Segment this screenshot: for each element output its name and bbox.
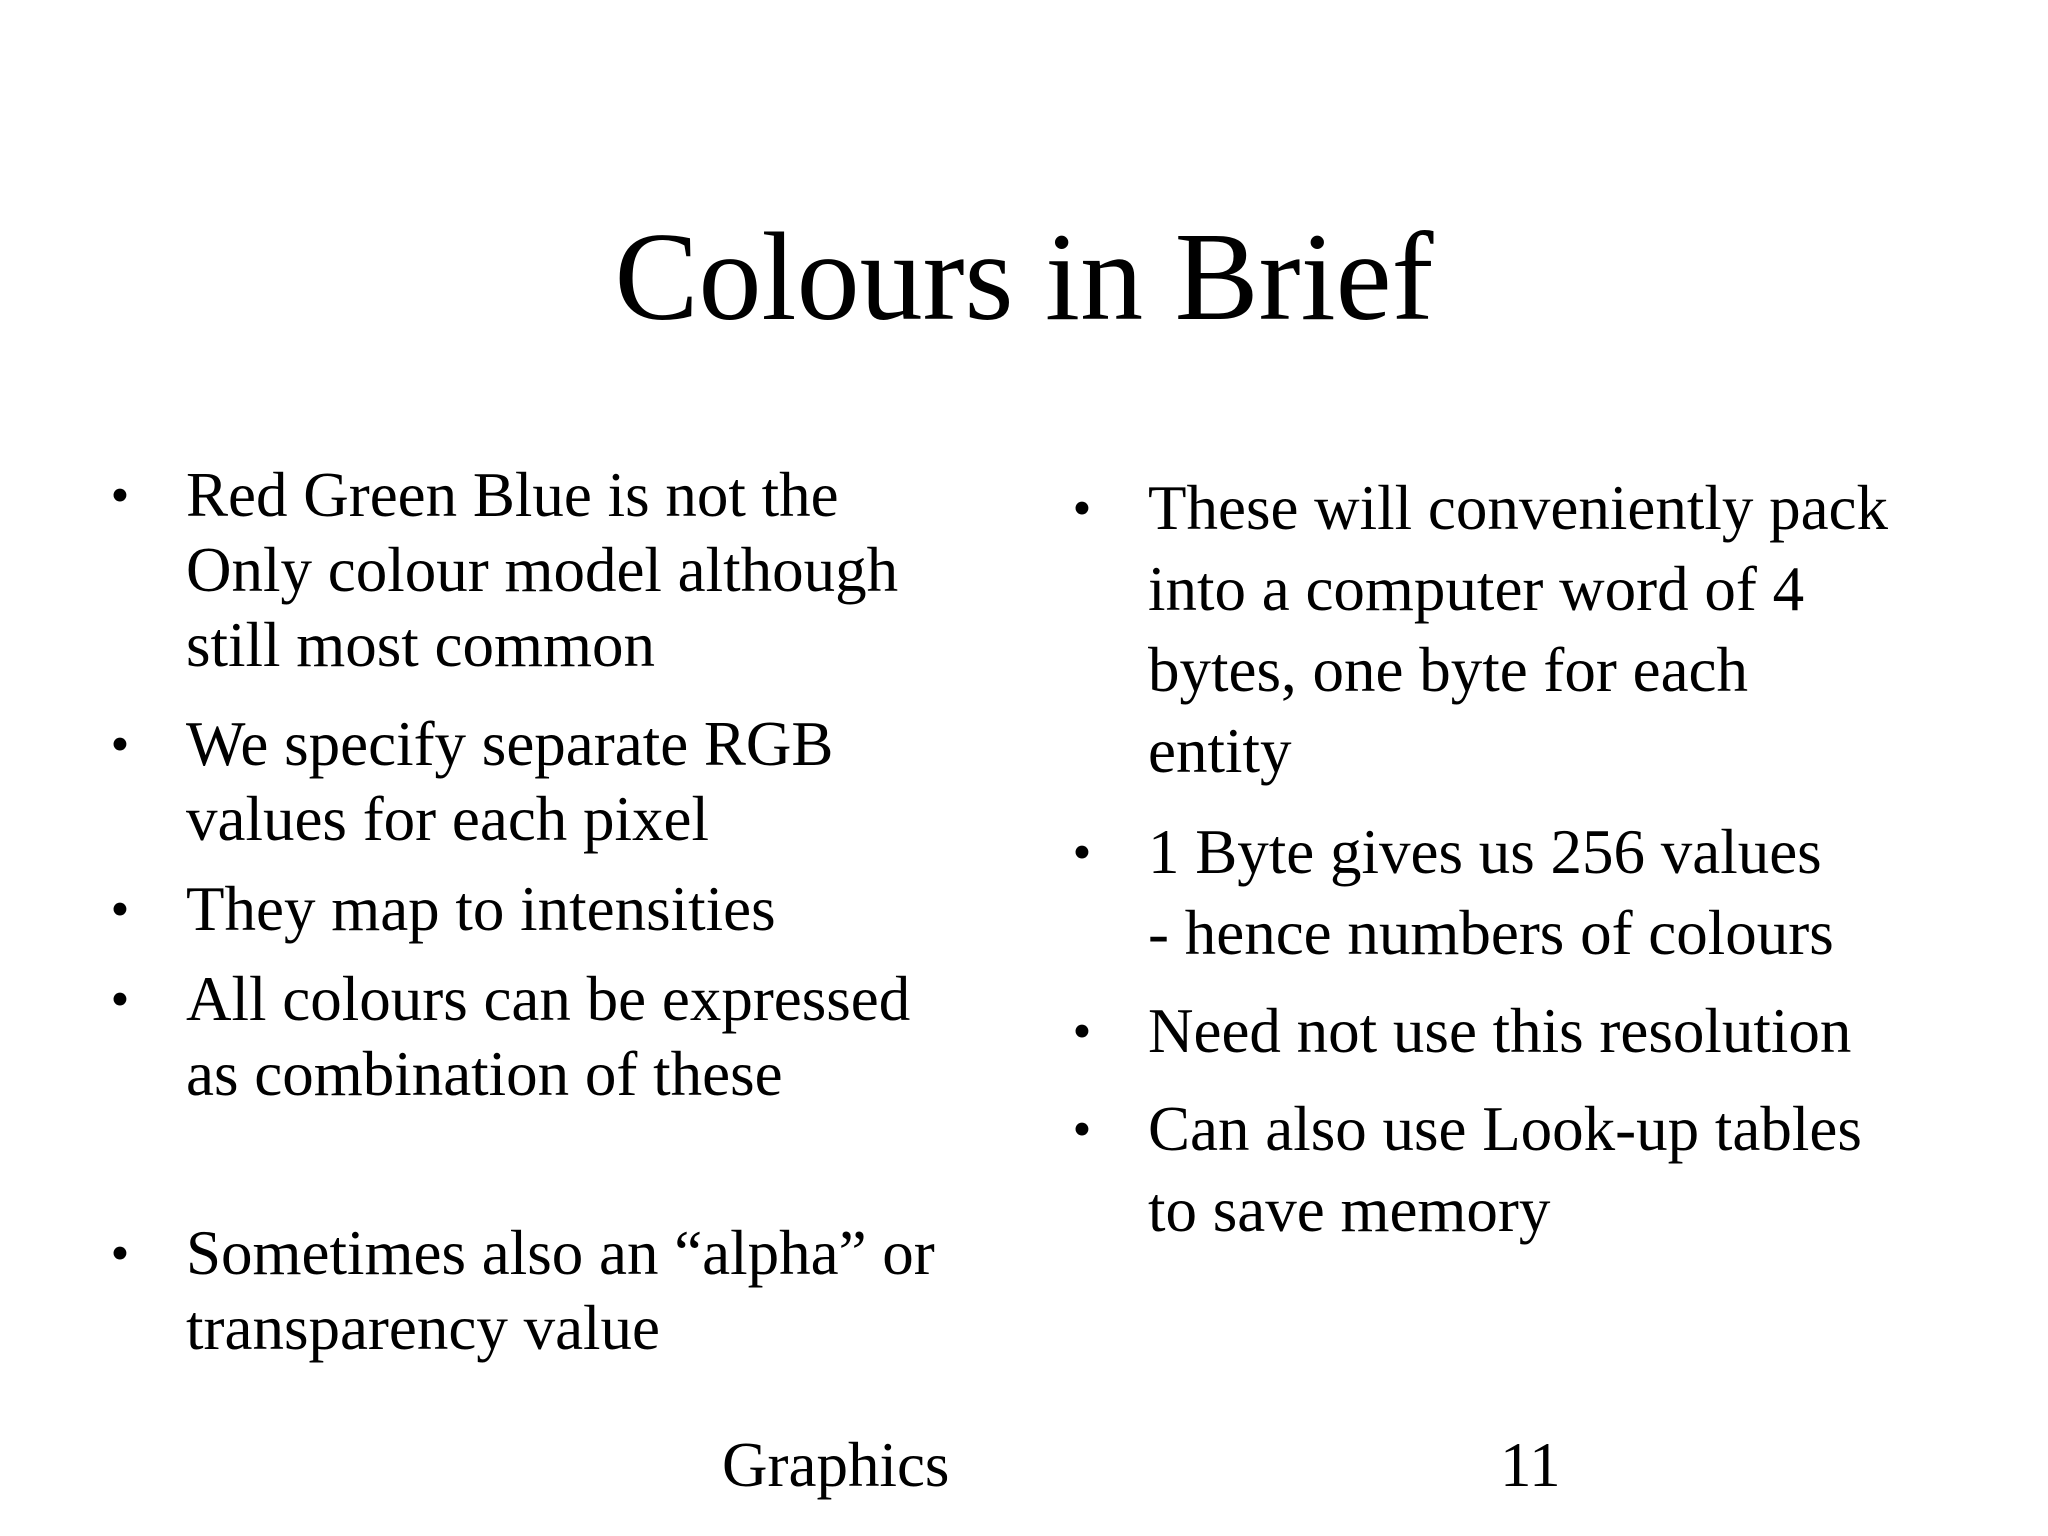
bullet-icon: • — [1072, 1001, 1092, 1061]
list-item — [100, 458, 1020, 683]
right-bullet-list — [1062, 468, 2002, 1251]
slide-title: Colours in Brief — [614, 208, 1434, 347]
bullet-icon: • — [1072, 822, 1092, 882]
bullet-text: 1 Byte gives us 256 values - hence numbers of colours — [1148, 817, 1834, 968]
bullet-icon: • — [110, 714, 130, 774]
bullet-text: Need not use this resolution — [1148, 996, 1852, 1066]
bullet-icon: • — [1072, 1099, 1092, 1159]
left-bullet-list — [100, 458, 1020, 1366]
list-item — [1062, 991, 2002, 1072]
bullet-icon: • — [1072, 478, 1092, 538]
bullet-text: All colours can be expressed as combination of these — [186, 964, 911, 1109]
bullet-text: We specify separate RGB values for each pixel — [186, 709, 834, 854]
bullet-text: Sometimes also an “alpha” or transparency value — [186, 1218, 935, 1363]
page-number: 11 — [1500, 1430, 1561, 1500]
list-item — [100, 707, 1020, 857]
bullet-icon: • — [110, 465, 130, 525]
bullet-icon: • — [110, 879, 130, 939]
list-item — [1062, 1089, 2002, 1251]
list-item — [100, 872, 1020, 947]
bullet-icon: • — [110, 1223, 130, 1283]
bullet-text: These will conveniently pack into a computer word of 4 bytes, one byte for each entity — [1148, 473, 1889, 786]
bullet-text: Can also use Look-up tables to save memory — [1148, 1094, 1862, 1245]
list-item — [100, 962, 1020, 1112]
footer-text: Graphics — [722, 1430, 950, 1500]
list-item — [1062, 468, 2002, 792]
list-item — [1062, 812, 2002, 974]
bullet-icon: • — [110, 969, 130, 1029]
list-item — [100, 1216, 1020, 1366]
bullet-text: Red Green Blue is not the Only colour model although still most common — [186, 460, 899, 680]
bullet-text: They map to intensities — [186, 874, 776, 944]
